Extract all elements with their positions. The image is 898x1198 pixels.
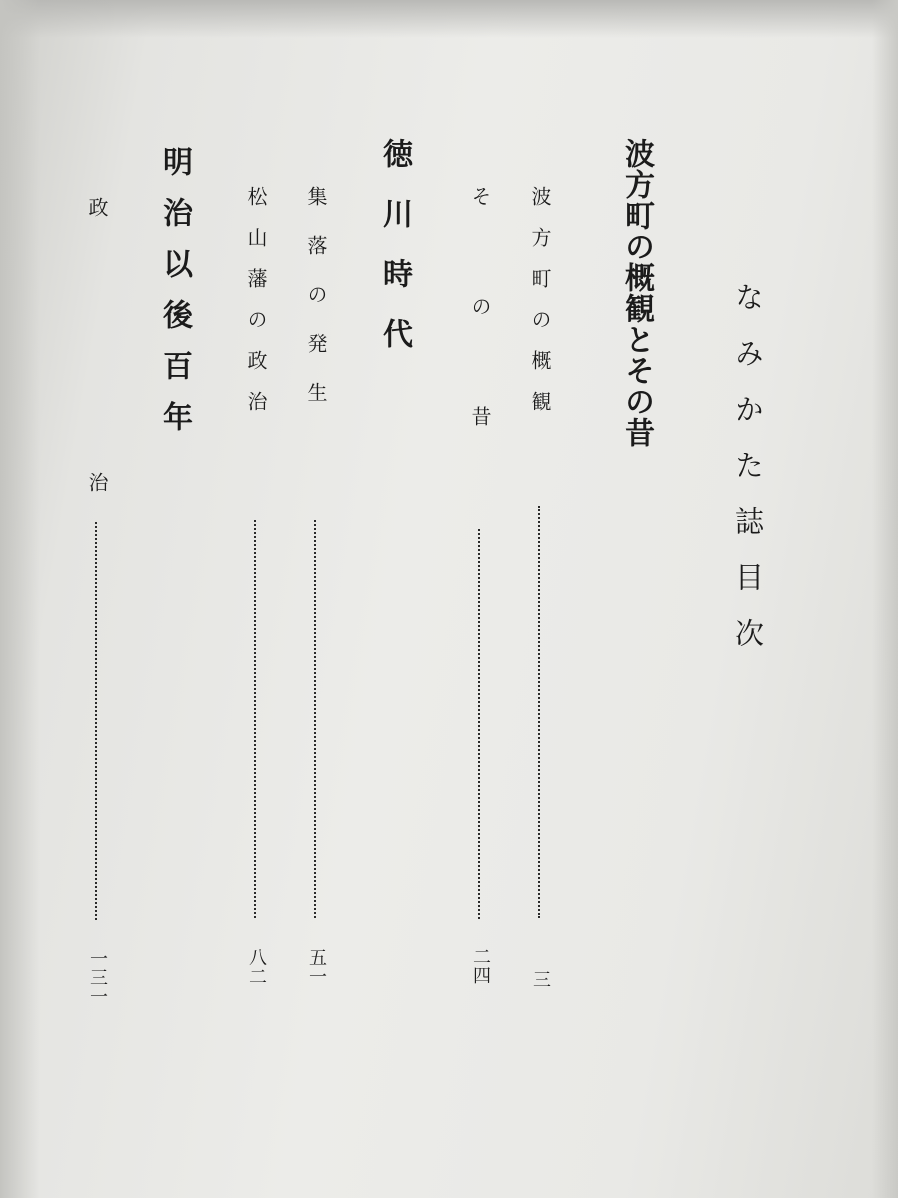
dot-leader [314, 520, 316, 918]
toc-entry-label: 政治 [85, 197, 109, 747]
page-title: なみかた誌目次 [731, 282, 765, 674]
dot-leader [538, 506, 540, 918]
toc-entry-label: 松山藩の政治 [244, 186, 268, 432]
section-heading-overview: 波方町の概観とその昔 [619, 138, 654, 448]
toc-entry[interactable] [77, 197, 117, 1077]
toc-entry-page: 一三一 [87, 949, 108, 1006]
dot-leader [478, 529, 480, 919]
section-heading-tokugawa: 徳川時代 [377, 138, 412, 378]
toc-entry-label: その昔 [468, 186, 492, 516]
toc-entry[interactable] [520, 186, 560, 1066]
dot-leader [254, 520, 256, 918]
dot-leader [95, 522, 97, 920]
toc-entry[interactable] [460, 186, 500, 1066]
toc-entry-label: 波方町の概観 [528, 186, 552, 432]
toc-entry-page: 三 [530, 970, 551, 989]
section-heading-meiji: 明治以後百年 [157, 146, 192, 452]
toc-entry[interactable] [236, 186, 276, 1066]
toc-entry-page: 二四 [470, 947, 491, 985]
toc-entry-page: 八二 [246, 948, 267, 986]
toc-entry[interactable] [296, 186, 336, 1066]
toc-entry-page: 五一 [306, 948, 327, 986]
top-shadow [0, 0, 898, 38]
page-gutter-shadow [0, 0, 40, 1198]
toc-entry-label: 集落の発生 [304, 186, 328, 431]
page-edge-shadow [872, 0, 898, 1198]
